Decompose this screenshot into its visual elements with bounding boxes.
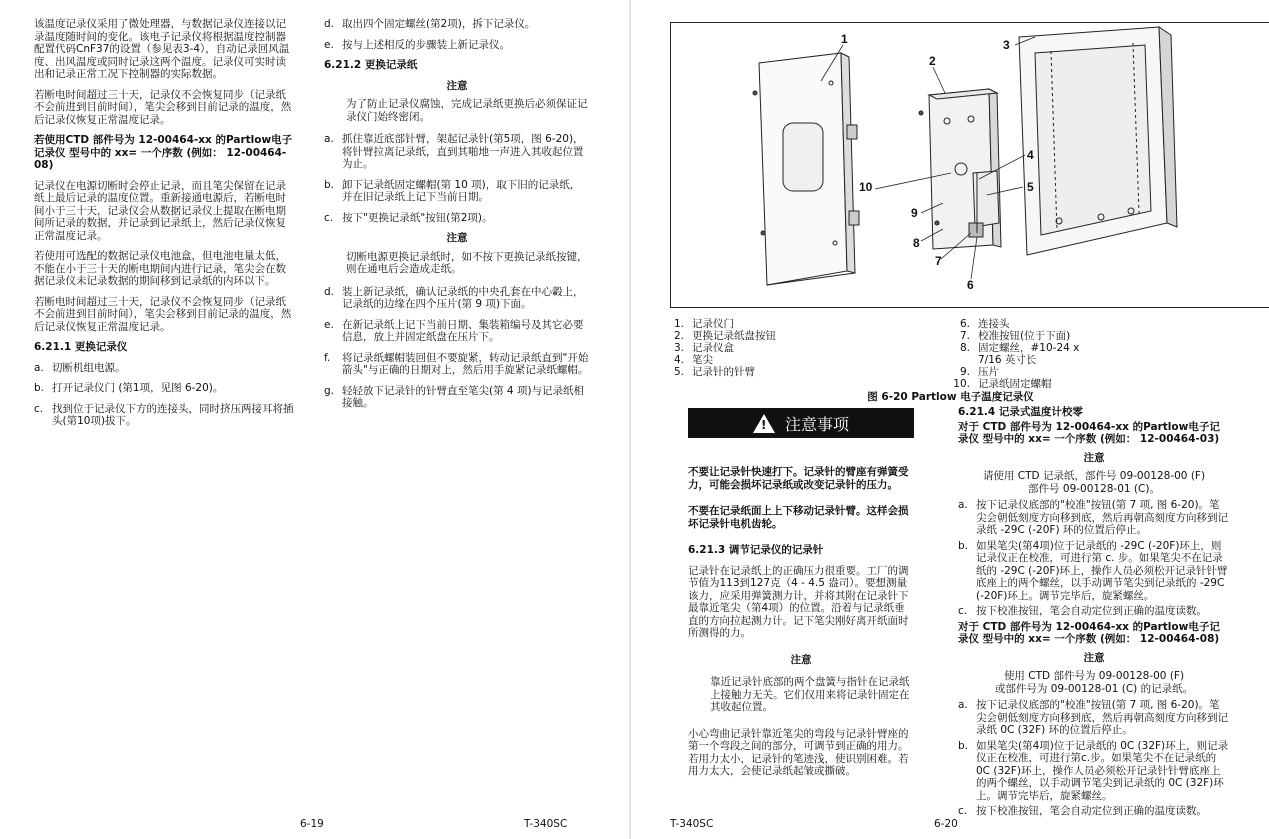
page-number: 6-19 xyxy=(300,818,324,830)
note-title: 注意 xyxy=(446,232,468,244)
right-page xyxy=(632,0,1269,839)
subheading: 若使用CTD 部件号为 12-00464-xx 的Partlow电子记录仪 型号中的 xx= 一个序数 (例如： 12-00464-08) xyxy=(34,134,293,171)
item-text: 按与上述相反的步骤装上新记录仪。 xyxy=(342,38,510,51)
figure-caption: 图 6-20 Partlow 电子温度记录仪 xyxy=(867,391,1034,403)
left-page xyxy=(0,0,630,839)
note-title: 注意 xyxy=(446,79,468,92)
item-text: 找到位于记录仪下方的连接头，同时挤压两接耳将插头(第10项)拔下。 xyxy=(52,402,294,427)
item-text: 将记录纸螺帽装回但不要旋紧，转动记录纸直到"开始箭头"与正确的日期对上，然后用手旋紧记录纸螺帽。 xyxy=(342,351,589,376)
item-label: c. xyxy=(34,402,44,415)
recorder-drawing xyxy=(671,23,1269,307)
legend-text: 更换记录纸盘按钮 xyxy=(692,330,776,342)
step-list xyxy=(324,133,590,224)
item-label: b. xyxy=(958,539,969,552)
caution-text: 不要让记录针快速打下。记录针的臂座有弹簧受力，可能会损坏记录纸或改变记录针的压力。 xyxy=(688,466,909,491)
note-body: 使用 CTD 部件号为 09-00128-00 (F) 或部件号为 09-00128-01 (C) 的记录纸。 xyxy=(994,670,1194,695)
legend-text: 校准按钮(位于下面) xyxy=(978,330,1071,342)
step-list xyxy=(34,362,296,428)
legend-text: 笔尖 xyxy=(692,354,713,366)
step-list xyxy=(324,18,590,51)
list-item xyxy=(324,212,590,225)
caution-label: 注意事项 xyxy=(784,414,849,434)
item-label: c. xyxy=(958,805,968,817)
list-item xyxy=(958,699,1230,737)
item-label: a. xyxy=(958,499,968,511)
item-label: e. xyxy=(324,38,334,51)
item-text: 打开记录仪门 (第1项，见图 6-20)。 xyxy=(52,382,224,394)
note-body: 为了防止记录仪腐蚀，完成记录纸更换后必须保证记录仪门始终密闭。 xyxy=(346,98,588,123)
legend-number xyxy=(948,354,970,366)
document-code: T-340SC xyxy=(524,818,568,830)
step-list xyxy=(958,699,1230,818)
legend-text: 记录仪盒 xyxy=(692,342,734,354)
item-text: 按下记录仪底部的"校准"按钮(第 7 项, 图 6-20)。笔尖会朝低刻度方向移到底，然后再朝高刻度方向移到记录纸 0C (32F) 环的位置后停止。 xyxy=(976,699,1228,736)
note-body: 请使用 CTD 记录纸，部件号 09-00128-00 (F) 部件号 09-00128-01 (C)。 xyxy=(982,470,1206,495)
section-heading: 6.21.4 记录式温度计校零 xyxy=(958,406,1083,418)
legend-text: 记录仪门 xyxy=(692,318,734,330)
warning-icon: ! xyxy=(753,414,775,433)
item-label: f. xyxy=(324,351,331,364)
item-label: c. xyxy=(958,605,968,617)
item-label: d. xyxy=(324,18,335,30)
list-item xyxy=(324,319,590,344)
legend-text: 记录针的针臂 xyxy=(692,366,755,378)
list-item xyxy=(958,805,1230,818)
figure-legend-left xyxy=(662,318,922,378)
item-text: 取出四个固定螺丝(第2项)，拆下记录仪。 xyxy=(342,18,536,30)
item-text: 抓住靠近底部针臂，架起记录针(第5项，图 6-20)，将针臂拉离记录纸，直到其啪地一声进入其收起位置为止。 xyxy=(342,133,584,170)
legend-item xyxy=(662,366,922,378)
item-label: b. xyxy=(34,382,45,394)
legend-item xyxy=(948,330,1208,342)
figure-legend-right xyxy=(948,318,1208,390)
list-item xyxy=(34,382,296,395)
item-text: 轻轻放下记录针的针臂直至笔尖(第 4 项)与记录纸相接触。 xyxy=(342,384,585,409)
subheading: 对于 CTD 部件号为 12-00464-xx 的Partlow电子记录仪 型号中的 xx= 一个序数 (例如： 12-00464-03) xyxy=(958,420,1220,445)
paragraph: 记录针在记录纸上的正确压力很重要。工厂的调节值为113到127克（4 - 4.5 盎司）。要想测量该力，应采用弹簧测力计，并将其附在记录针下最靠近笔尖（第4项）的位置。沿着与记录纸垂直的方向拉起测力计。记下笔尖刚好离开纸面时所测得的力。 xyxy=(688,564,909,639)
list-item xyxy=(958,540,1230,603)
list-item xyxy=(324,286,590,311)
legend-item xyxy=(948,342,1208,354)
list-item xyxy=(324,385,590,410)
item-label: b. xyxy=(324,178,335,191)
item-label: c. xyxy=(324,211,334,224)
callout-10: 10 xyxy=(859,180,873,194)
callout-5: 5 xyxy=(1027,180,1034,194)
item-label: b. xyxy=(958,739,969,752)
legend-number: 6. xyxy=(959,318,970,330)
section-heading: 6.21.2 更换记录纸 xyxy=(324,59,418,71)
left-column-2 xyxy=(324,18,590,418)
item-label: a. xyxy=(958,699,968,711)
list-item xyxy=(34,403,296,428)
right-column-2 xyxy=(958,404,1230,821)
callout-4: 4 xyxy=(1027,148,1034,162)
item-text: 按下校准按钮，笔会自动定位到正确的温度读数。 xyxy=(976,805,1207,817)
callout-9: 9 xyxy=(911,206,918,220)
caution-banner xyxy=(688,408,914,438)
callout-1: 1 xyxy=(841,32,848,46)
recorder-figure xyxy=(670,22,1269,308)
callout-6: 6 xyxy=(967,278,974,292)
callout-2: 2 xyxy=(929,54,936,68)
item-label: e. xyxy=(324,318,334,331)
section-heading: 6.21.1 更换记录仪 xyxy=(34,341,128,353)
list-item xyxy=(324,18,590,31)
item-text: 按下校准按钮，笔会自动定位到正确的温度读数。 xyxy=(976,605,1207,617)
legend-item xyxy=(662,330,922,342)
item-label: d. xyxy=(324,285,335,298)
item-text: 如果笔尖(第4项)位于记录纸的 -29C (-20F)环上，则记录仪正在校准，可进行第 c. 步。如果笔尖不在记录纸的 -29C (-20F)环上，操作人员必须松开记录针针臂底座上的两个螺丝，以手动调节笔尖到记录纸的 -29C (-20F)环上。调节完毕后，旋紧螺丝。 xyxy=(976,539,1228,602)
item-text: 按下记录仪底部的"校准"按钮(第 7 项, 图 6-20)。笔尖会朝低刻度方向移到底，然后再朝高刻度方向移到记录纸 -29C (-20F) 环的位置后停止。 xyxy=(976,499,1228,536)
page-number: 6-20 xyxy=(934,818,958,830)
legend-text: 连接头 xyxy=(978,318,1010,330)
item-label: g. xyxy=(324,384,335,397)
list-item xyxy=(958,605,1230,618)
caution-text: 不要在记录纸面上上下移动记录针臂。这样会损坏记录针电机齿轮。 xyxy=(688,505,909,530)
list-item xyxy=(958,499,1230,537)
legend-item xyxy=(662,318,922,330)
legend-number: 5. xyxy=(673,366,684,378)
section-heading: 6.21.3 调节记录仪的记录针 xyxy=(688,544,824,556)
legend-number: 8. xyxy=(959,342,970,354)
item-text: 装上新记录纸，确认记录纸的中央孔套在中心轂上，记录纸的边缘在四个压片(第 9 项)下面。 xyxy=(342,285,584,310)
recorder-unit xyxy=(929,89,1001,249)
list-item xyxy=(324,352,590,377)
legend-text: 压片 xyxy=(978,366,999,378)
legend-number: 1. xyxy=(673,318,684,330)
subheading: 对于 CTD 部件号为 12-00464-xx 的Partlow电子记录仪 型号中的 xx= 一个序数 (例如： 12-00464-08) xyxy=(958,620,1220,645)
item-text: 按下"更换记录纸"按钮(第2项)。 xyxy=(342,211,493,224)
legend-item xyxy=(948,366,1208,378)
legend-item xyxy=(662,342,922,354)
page-spine xyxy=(629,0,631,839)
step-list xyxy=(324,286,590,410)
legend-number: 10. xyxy=(953,378,970,390)
paragraph: 小心弯曲记录针靠近笔尖的弯段与记录针臂座的第一个弯段之间的部分，可调节到正确的用力。若用力太小，记录针的笔迹浅，使识别困难。若用力太大，会使记录纸起皱或撕破。 xyxy=(688,727,909,777)
note-title: 注意 xyxy=(790,653,812,666)
legend-item xyxy=(662,354,922,366)
right-column-1 xyxy=(688,466,914,786)
item-label: a. xyxy=(34,361,44,374)
legend-number: 4. xyxy=(673,354,684,366)
paragraph: 该温度记录仪采用了微处理器，与数据记录仪连接以记录温度随时间的变化。该电子记录仪将根据温度控制器配置代码CnF37的设置（参见表3-4），自动记录回风温度、出风温度或同时记录这两个温度。记录仪可实时读出和记录正常工况下控制器的实际数据。 xyxy=(34,18,290,80)
list-item xyxy=(34,362,296,375)
left-column-1 xyxy=(34,18,296,436)
list-item xyxy=(324,179,590,204)
legend-text: 记录纸固定螺帽 xyxy=(978,378,1052,390)
callout-8: 8 xyxy=(913,236,920,250)
note-body: 靠近记录针底部的两个盘簧与指针在记录纸上接触力无关。它们仅用来将记录针固定在其收起位置。 xyxy=(710,676,910,713)
recorder-case xyxy=(1019,27,1177,255)
item-text: 切断机组电源。 xyxy=(52,361,126,374)
item-text: 如果笔尖(第4项)位于记录纸的 0C (32F)环上，则记录仪正在校准，可进行第c.步。如果笔尖不在记录纸的 0C (32F)环上，操作人员必须松开记录针针臂底座上的两个螺丝，以手动调节笔尖到记录纸的 0C (32F)环上。调节完毕后，旋紧螺丝。 xyxy=(976,739,1229,802)
paragraph: 若使用可选配的数据记录仪电池盒，但电池电量太低，不能在小于三十天的断电期间内进行记录，笔尖会在数据记录仪未记录数据的期间移到记录纸的内环以下。 xyxy=(34,250,286,287)
list-item xyxy=(958,740,1230,803)
note-title: 注意 xyxy=(1083,651,1105,664)
list-item xyxy=(324,133,590,171)
item-label: a. xyxy=(324,133,334,145)
recorder-door xyxy=(759,53,859,285)
legend-item xyxy=(948,354,1208,366)
legend-text: 固定螺丝，#10-24 x xyxy=(978,342,1080,354)
note-body: 切断电源更换记录纸时，如不按下更换记录纸按键，则在通电后会造成走纸。 xyxy=(346,250,588,275)
item-text: 在新记录纸上记下当前日期、集装箱编号及其它必要信息，放上并固定纸盘在压片下。 xyxy=(342,318,584,343)
step-list xyxy=(958,499,1230,618)
legend-number: 3. xyxy=(673,342,684,354)
callout-3: 3 xyxy=(1003,38,1010,52)
paragraph: 若断电时间超过三十天，记录仪不会恢复同步（记录纸不会前进到目前时间），笔尖会移到目前记录的温度，然后记录仪恢复正常温度记录。 xyxy=(34,88,292,126)
legend-number: 9. xyxy=(959,366,970,378)
legend-number: 2. xyxy=(673,330,684,342)
legend-number: 7. xyxy=(959,330,970,342)
item-text: 卸下记录纸固定螺帽(第 10 项)，取下旧的记录纸，并在旧记录纸上记下当前日期。 xyxy=(342,178,581,203)
note-title: 注意 xyxy=(1083,451,1105,464)
legend-text: 7/16 英寸长 xyxy=(978,354,1037,366)
legend-item xyxy=(948,318,1208,330)
list-item xyxy=(324,39,590,52)
document-code: T-340SC xyxy=(670,818,714,830)
callout-7: 7 xyxy=(935,254,942,268)
paragraph: 若断电时间超过三十天，记录仪不会恢复同步（记录纸不会前进到目前时间），笔尖会移到目前记录的温度，然后记录仪恢复正常温度记录。 xyxy=(34,295,292,333)
paragraph: 记录仪在电源切断时会停止记录，而且笔尖保留在记录纸上最后记录的温度位置。重新接通电源后，若断电时间小于三十天，记录仪会从数据记录仪上提取在断电期间所记录的数据，并记录到记录纸上，然后记录仪恢复正常温度记录。 xyxy=(34,179,286,242)
